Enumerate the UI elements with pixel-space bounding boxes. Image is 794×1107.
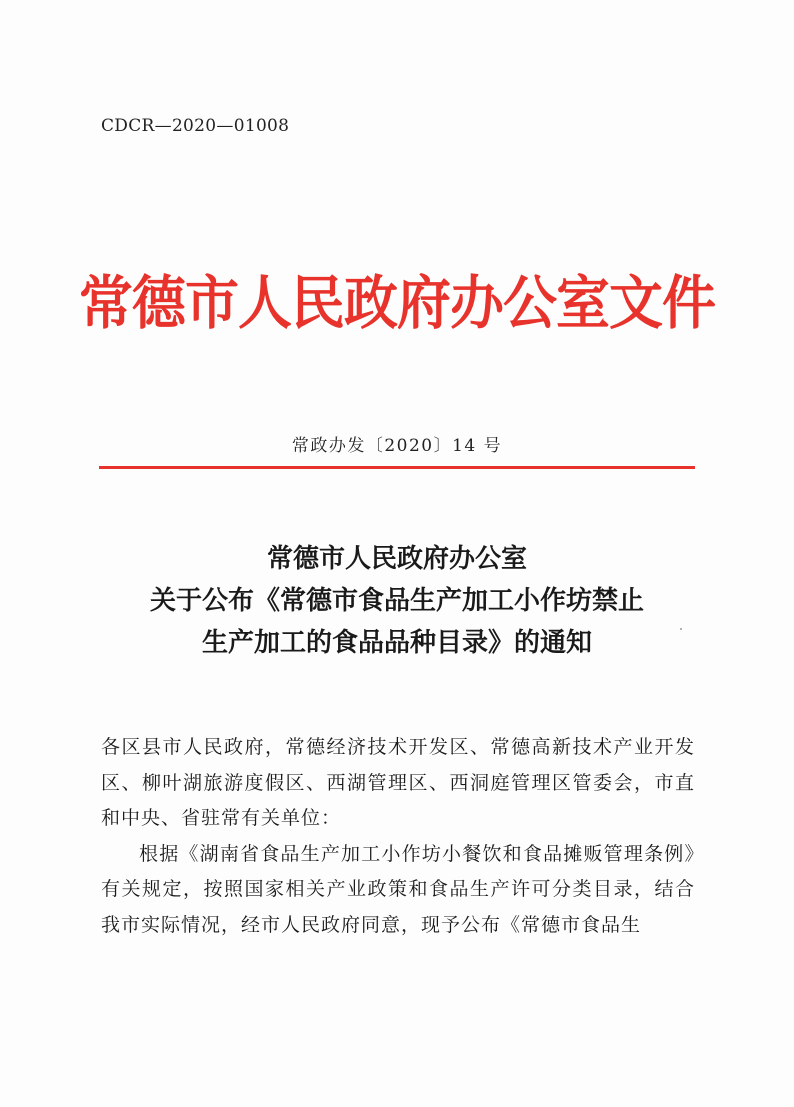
notice-title <box>0 538 794 664</box>
title-line-2: 关于公布《常德市食品生产加工小作坊禁止 <box>149 586 644 616</box>
addressee-paragraph: 各区县市人民政府，常德经济技术开发区、常德高新技术产业开发区、柳叶湖旅游度假区、西湖管理区、西洞庭管理区管委会，市直和中央、省驻常有关单位： <box>101 736 695 829</box>
document-number: 常政办发〔2020〕14 号 <box>291 436 503 456</box>
title-line-3: 生产加工的食品品种目录》的通知 <box>201 628 592 658</box>
title-line-1: 常德市人民政府办公室 <box>266 544 527 574</box>
body-text <box>101 730 695 943</box>
scan-speck <box>680 628 682 630</box>
body-paragraph: 根据《湖南省食品生产加工小作坊小餐饮和食品摊贩管理条例》有关规定，按照国家相关产业政策和食品生产许可分类目录，结合我市实际情况，经市人民政府同意，现予公布《常德市食品生 <box>101 842 695 936</box>
document-code: CDCR—2020—01008 <box>101 116 290 136</box>
red-divider-line <box>99 466 695 469</box>
masthead-title: 常德市人民政府办公室文件 <box>78 269 716 337</box>
